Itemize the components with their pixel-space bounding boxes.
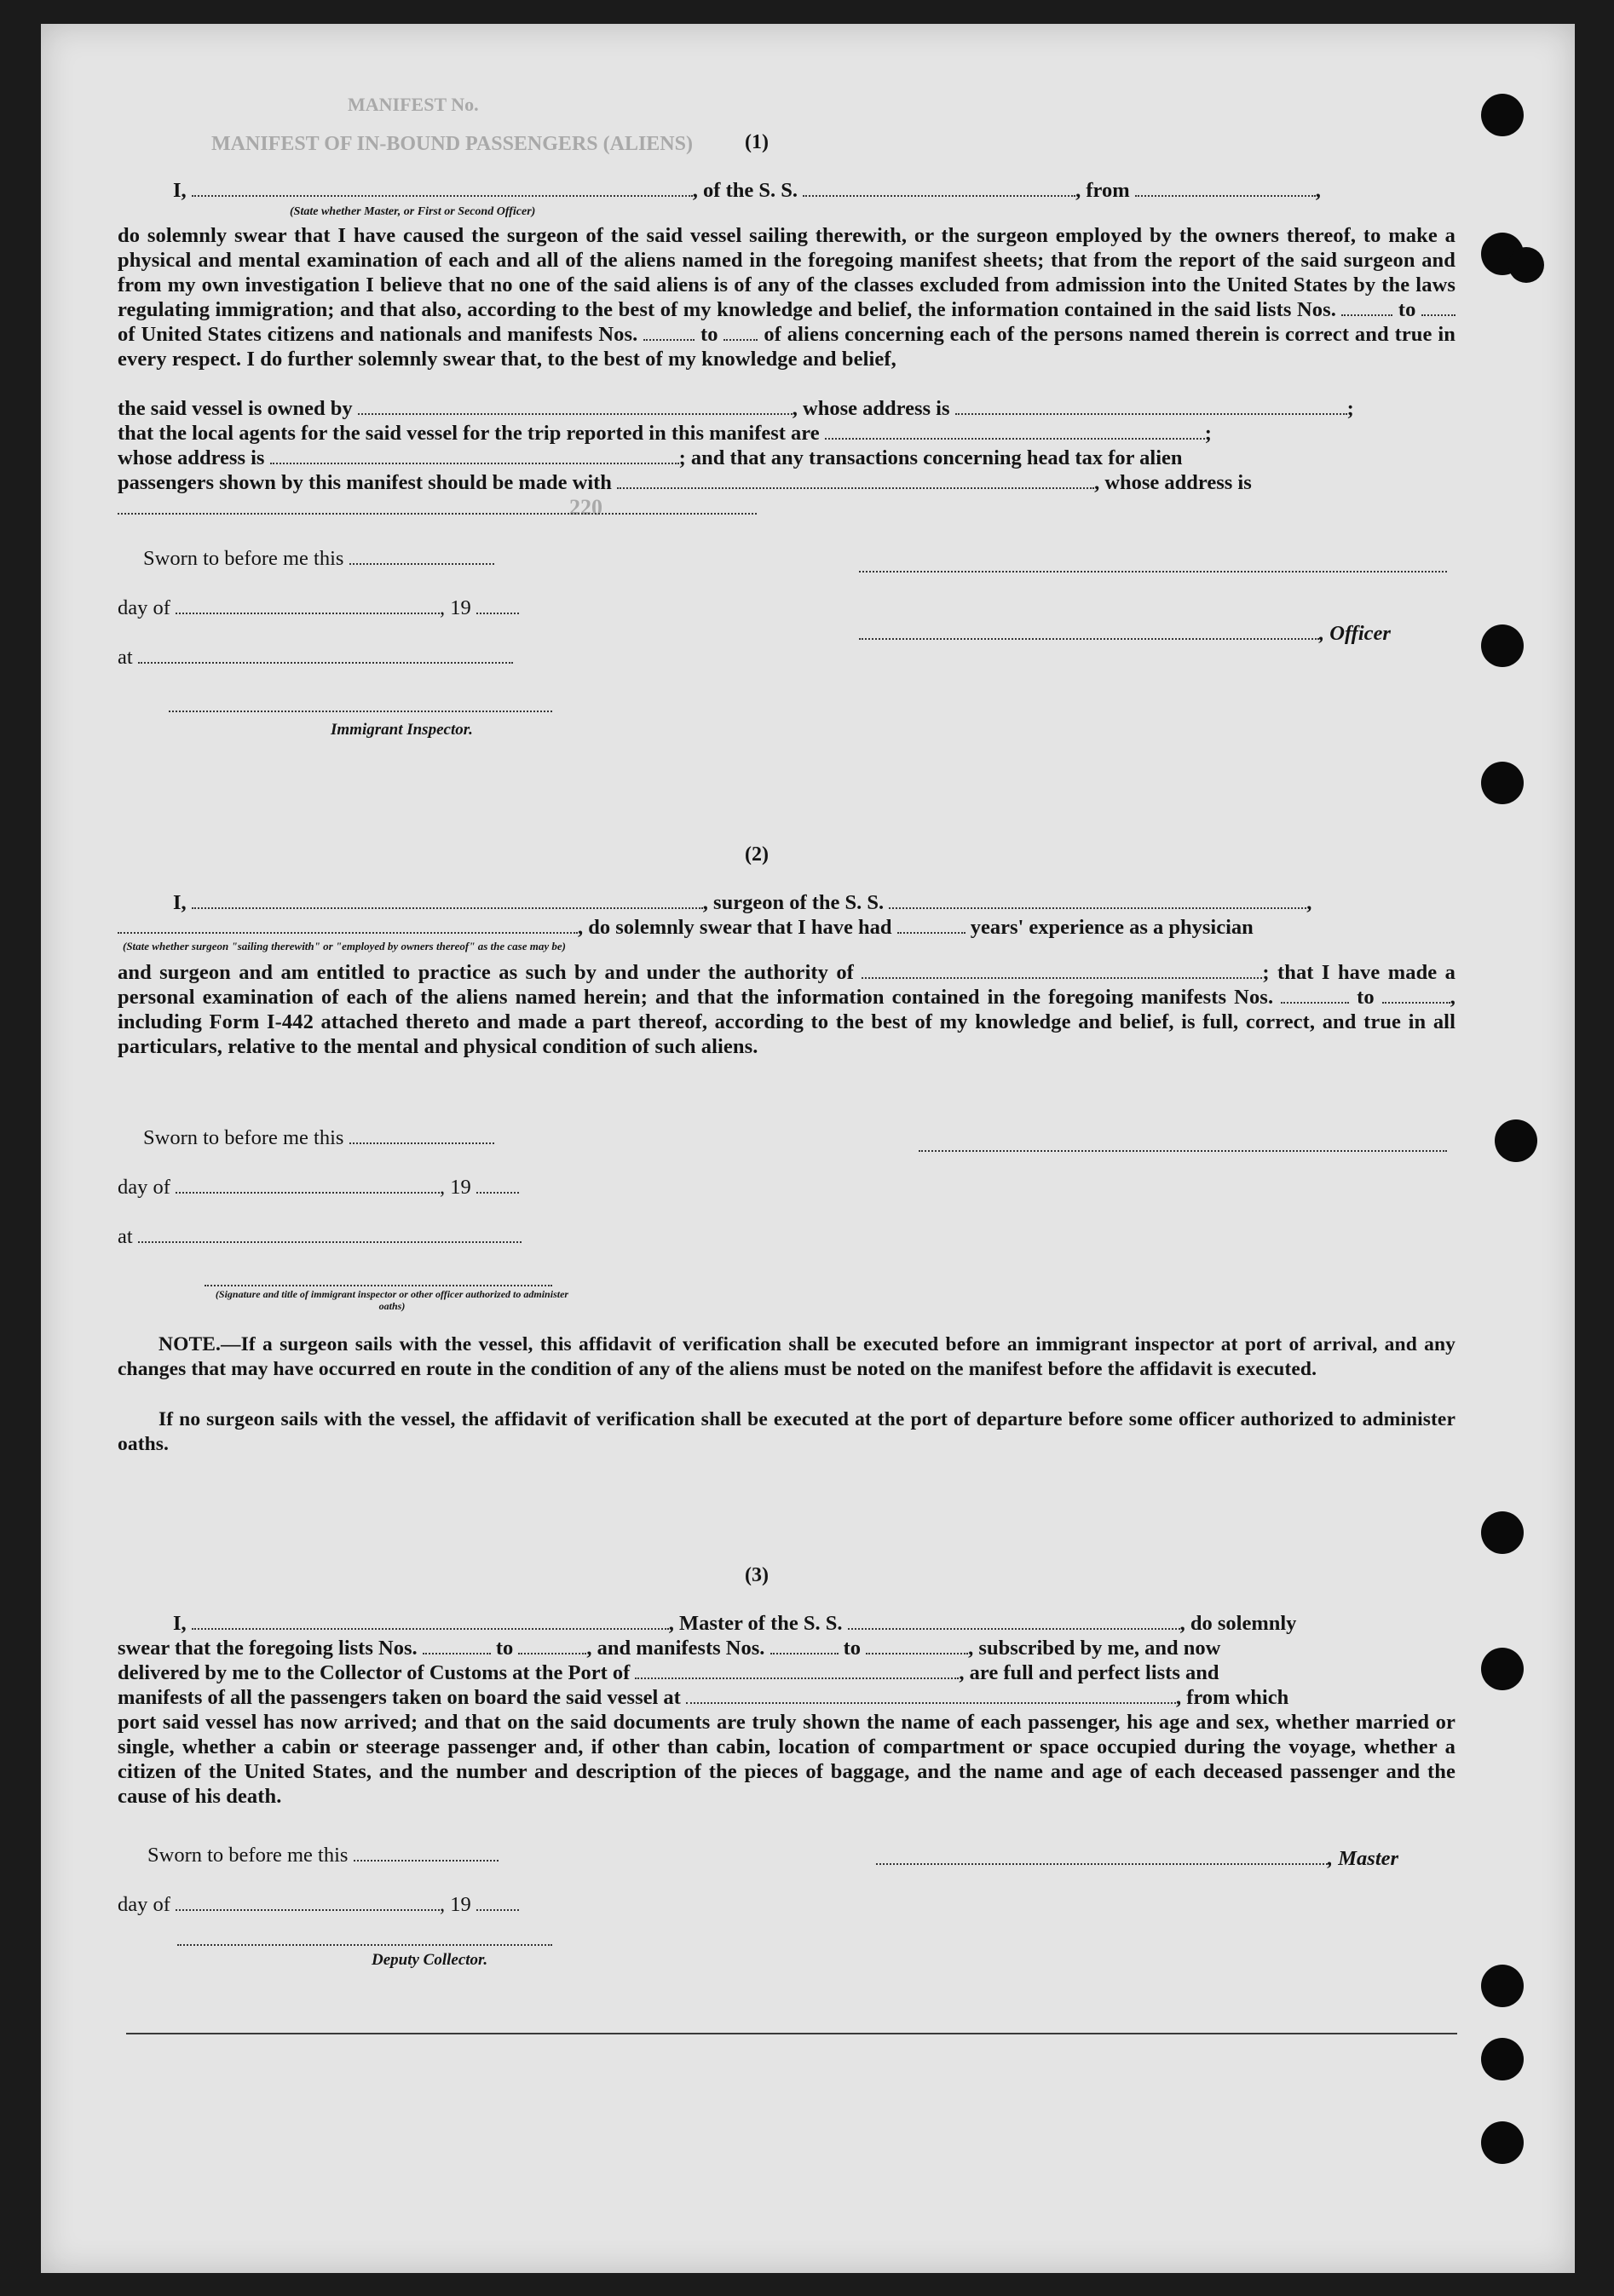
- section-1-line1: I, , of the S. S. , from ,: [173, 179, 1321, 202]
- header-manifest-no: MANIFEST No.: [348, 94, 479, 115]
- section-2-at: at: [118, 1225, 522, 1249]
- section-2-body: and surgeon and am entitled to practice as such by and under the authority of ; that I have made a personal examination of each of the aliens named herein; and that the information contained in the foregoing manifests Nos. to , including Form I-442 attached thereto and made a part thereof, according to the best of my knowledge and belief, is full, correct, and true in all particulars, relative to the mental and physical condition of such aliens.: [118, 961, 1456, 1058]
- note-paragraph-1: NOTE.—If a surgeon sails with the vessel, this affidavit of verification shall be executed before an immigrant inspector at port of arrival, and any changes that may have occurred en route in the condition of any of the aliens must be noted on the manifest before the affidavit is executed.: [118, 1333, 1455, 1380]
- punch-hole: [1481, 94, 1524, 136]
- section-1-at: at: [118, 646, 513, 670]
- section-2-number: (2): [745, 843, 769, 866]
- bleed-number: 220: [569, 495, 602, 520]
- section-1-state-whether: (State whether Master, or First or Second Officer): [290, 205, 536, 218]
- document-page: [41, 24, 1575, 2273]
- section-3-caption: Deputy Collector.: [372, 1951, 488, 1969]
- section-3-collector-line: [177, 1942, 552, 1946]
- punch-hole: [1481, 1511, 1524, 1554]
- punch-hole: [1481, 1648, 1524, 1690]
- header-form-title: MANIFEST OF IN-BOUND PASSENGERS (ALIENS): [211, 133, 693, 155]
- section-3-body: port said vessel has now arrived; and that on the said documents are truly shown the name of each passenger, his age and sex, whether married or single, whether a cabin or steerage passenger and, if other than cabin, location of compartment or space occupied during the voyage, whether a citizen of the United States, and the number and description of the pieces of baggage, and the name and age of each deceased passenger and the cause of his death.: [118, 1711, 1455, 1808]
- section-2-sworn: Sworn to before me this: [143, 1126, 494, 1150]
- section-2-line1: I, , surgeon of the S. S. ,: [173, 891, 1312, 914]
- section-1-day-of: day of , 19: [118, 596, 519, 620]
- section-1-caption: Immigrant Inspector.: [331, 721, 473, 739]
- section-3-line1: I, , Master of the S. S. , do solemnly: [173, 1612, 1297, 1635]
- section-1-number: (1): [745, 131, 769, 153]
- punch-hole: [1481, 2121, 1524, 2164]
- punch-hole: [1495, 1119, 1537, 1162]
- section-1-address-line: [118, 511, 757, 515]
- section-1-body: do solemnly swear that I have caused the surgeon of the said vessel sailing therewith, or the surgeon employed by the owners thereof, to make a physical and mental examination of each and all of the aliens named in the foregoing manifest sheets; that from the report of the said surgeon and from my own investigation I believe that no one of the said aliens is of any of the classes excluded from admission into the United States by the laws regulating immigration; and that also, according to the best of my knowledge and belief, the information contained in the said lists Nos. to of United States citizens and nationals and manifests Nos. to of aliens concerning each of the persons named therein is correct and true in every respect. I do further solemnly swear that, to the best of my knowledge and belief,: [118, 224, 1455, 371]
- punch-hole: [1481, 2038, 1524, 2080]
- section-2-line2: , do solemnly swear that I have had years' experience as a physician: [118, 916, 1254, 940]
- section-3-sworn: Sworn to before me this: [147, 1844, 499, 1867]
- section-3-number: (3): [745, 1564, 769, 1586]
- section-2-day-of: day of , 19: [118, 1176, 519, 1200]
- section-3-line4: manifests of all the passengers taken on board the said vessel at , from which: [118, 1686, 1289, 1709]
- section-1-inspector-line: [169, 709, 552, 712]
- section-2-caption: (Signature and title of immigrant inspector or other officer authorized to administer oaths): [215, 1288, 569, 1312]
- section-2-state-whether: (State whether surgeon "sailing therewith" or "employed by owners thereof" as the case may be): [123, 940, 566, 952]
- punch-hole: [1508, 247, 1544, 283]
- section-2-signature-line: [919, 1148, 1447, 1152]
- punch-hole: [1481, 1965, 1524, 2007]
- punch-hole: [1481, 762, 1524, 804]
- section-1-local-agents: that the local agents for the said vessel for the trip reported in this manifest are ;: [118, 422, 1212, 445]
- section-3-line3: delivered by me to the Collector of Customs at the Port of , are full and perfect lists and: [118, 1661, 1219, 1684]
- section-1-owned-by: the said vessel is owned by , whose address is ;: [118, 397, 1354, 420]
- section-1-passengers-shown: passengers shown by this manifest should be made with , whose address is: [118, 471, 1252, 494]
- section-3-line2: swear that the foregoing lists Nos. to , and manifests Nos. to , subscribed by me, and now: [118, 1637, 1221, 1660]
- section-1-officer: , Officer: [859, 622, 1391, 646]
- bottom-rule: [126, 2033, 1457, 2034]
- section-3-day-of: day of , 19: [118, 1893, 519, 1917]
- section-3-master: , Master: [876, 1847, 1398, 1871]
- section-1-head-tax: whose address is ; and that any transactions concerning head tax for alien: [118, 446, 1183, 469]
- section-1-signature-line: [859, 569, 1447, 573]
- punch-hole: [1481, 624, 1524, 667]
- section-1-sworn: Sworn to before me this: [143, 547, 494, 571]
- section-2-inspector-line: [205, 1283, 552, 1286]
- note-paragraph-2: If no surgeon sails with the vessel, the affidavit of verification shall be executed at the port of departure before some officer authorized to administer oaths.: [118, 1408, 1455, 1455]
